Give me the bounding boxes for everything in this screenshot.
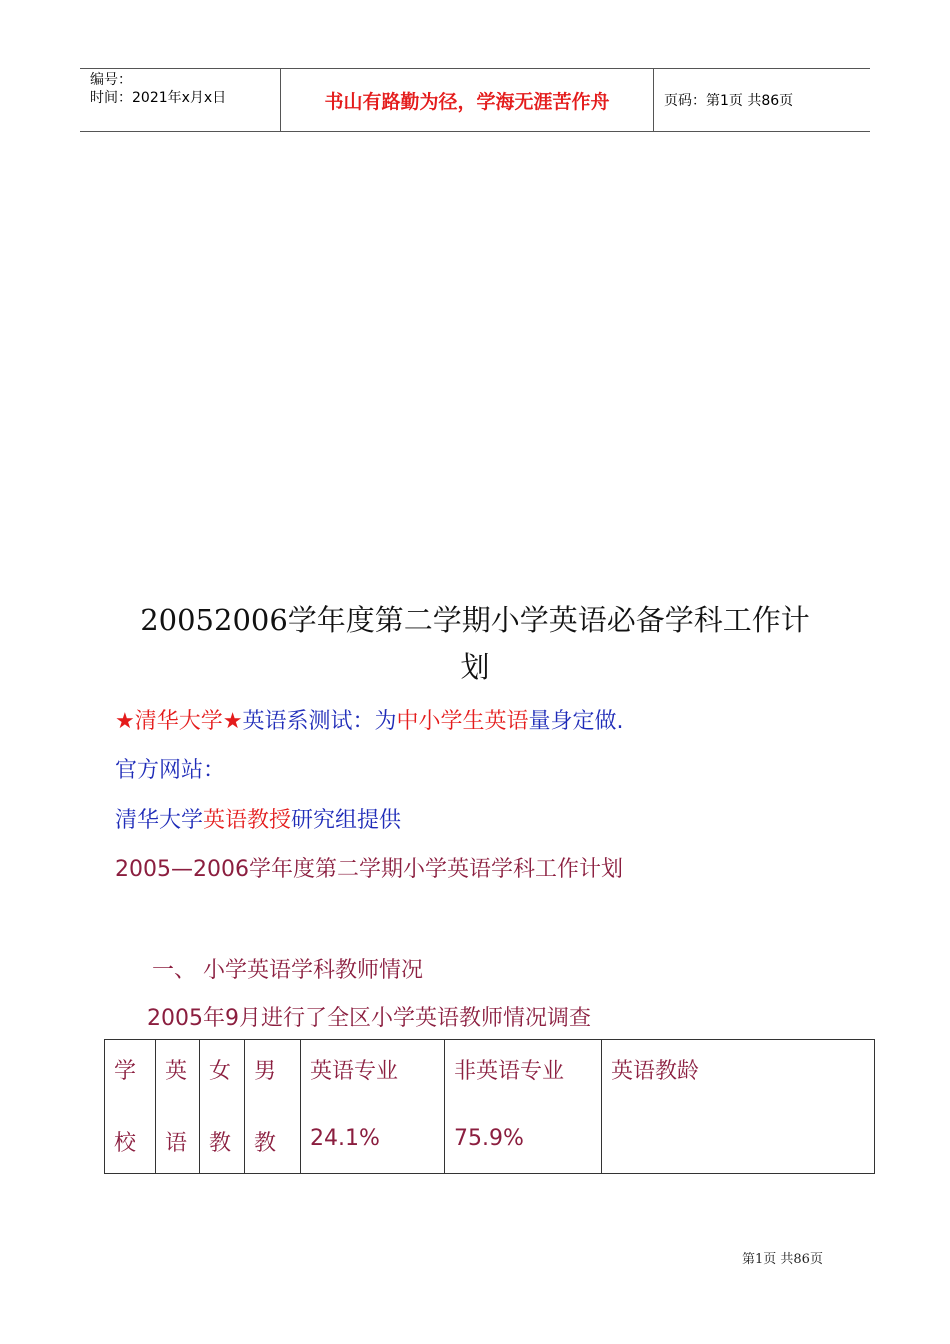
table-column [156,1040,200,1173]
provider-part2: 英语教授 [203,808,292,833]
table-cell: 语 [165,1131,188,1156]
promo-part5: 量身定做. [528,709,624,734]
table-column [602,1040,874,1173]
survey-line: 2005年9月进行了全区小学英语教师情况调查 [147,1006,591,1031]
header-motto [281,69,654,131]
page-header [80,68,870,132]
table-cell: 教 [209,1131,232,1156]
website-label: 官方网站： [115,758,226,783]
subtitle: 2005—2006学年度第二学期小学英语学科工作计划 [115,857,623,882]
header-meta [80,69,281,131]
motto-text: 书山有路勤为径，学海无涯苦作舟 [324,90,610,113]
time-label: 时间：2021年x月x日 [90,90,227,106]
table-cell: 英语专业 [310,1059,399,1084]
teacher-table [104,1039,875,1174]
table-column [105,1040,156,1173]
number-label: 编号： [90,72,132,88]
provider-part1: 清华大学 [115,808,204,833]
promo-part4: 中小学生英语 [396,709,529,734]
table-column [445,1040,602,1173]
table-column [301,1040,445,1173]
table-cell: 女 [209,1059,232,1084]
star-icon: ★ [222,709,243,734]
doc-title-line1: 20052006学年度第二学期小学英语必备学科工作计 [140,603,810,637]
promo-part1: 清华大学 [134,709,223,734]
provider-part3: 研究组提供 [291,808,402,833]
page-footer: 第1页 共86页 [742,1252,823,1267]
table-cell: 24.1% [310,1126,380,1151]
provider-line [115,803,401,834]
star-icon: ★ [115,709,135,734]
table-cell: 校 [114,1131,137,1156]
promo-colon: ： [352,709,375,734]
table-column [200,1040,245,1173]
header-page-info: 页码：第1页 共86页 [664,93,794,109]
table-cell: 学 [114,1059,137,1084]
table-cell: 英 [165,1059,188,1084]
table-cell: 75.9% [454,1126,524,1151]
table-cell: 非英语专业 [454,1059,565,1084]
promo-part3: 为 [374,709,397,734]
table-cell: 教 [254,1131,277,1156]
promo-part2: 英语系测试 [242,709,353,734]
table-column [245,1040,301,1173]
doc-title-line2: 划 [460,650,490,684]
section-heading: 一、 小学英语学科教师情况 [152,958,423,983]
table-cell: 英语教龄 [611,1059,700,1084]
table-cell: 男 [254,1059,277,1084]
promo-line [115,704,624,735]
